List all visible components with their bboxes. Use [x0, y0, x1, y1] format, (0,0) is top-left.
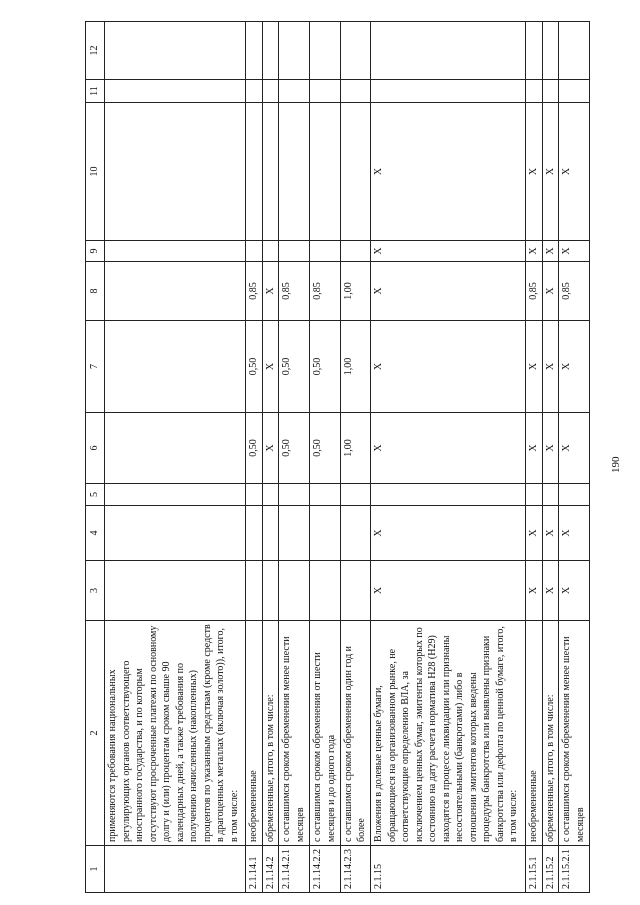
value-cell-9 — [105, 241, 246, 262]
value-cell-8: 0,85 — [559, 262, 590, 321]
col-header-6: 6 — [86, 413, 105, 484]
value-cell-6: 1,00 — [340, 413, 371, 484]
value-cell-10: X — [525, 103, 542, 241]
value-cell-8: X — [371, 262, 526, 321]
value-cell-3: X — [542, 561, 559, 621]
row-description-cell: необремененные — [245, 621, 262, 846]
row-description-cell: обремененные, итого, в том числе: — [542, 621, 559, 846]
value-cell-5 — [105, 484, 246, 506]
value-cell-11 — [559, 80, 590, 103]
value-cell-10 — [262, 103, 279, 241]
table-row — [310, 22, 341, 893]
value-cell-4: X — [525, 506, 542, 561]
value-cell-5 — [279, 484, 310, 506]
value-cell-8 — [105, 262, 246, 321]
value-cell-9: X — [542, 241, 559, 262]
col-header-5: 5 — [86, 484, 105, 506]
value-cell-10 — [105, 103, 246, 241]
value-cell-6: 0,50 — [245, 413, 262, 484]
value-cell-11 — [542, 80, 559, 103]
value-cell-8: 0,85 — [245, 262, 262, 321]
value-cell-12 — [310, 22, 341, 80]
value-cell-6: X — [559, 413, 590, 484]
value-cell-4 — [245, 506, 262, 561]
row-description-cell: с оставшимся сроком обременения менее шести месяцев — [559, 621, 590, 846]
row-code-cell: 2.1.15.2 — [542, 846, 559, 893]
rotation-frame — [85, 22, 640, 893]
value-cell-7: 0,50 — [279, 321, 310, 413]
value-cell-6: X — [262, 413, 279, 484]
table-row — [542, 22, 559, 893]
value-cell-7: X — [371, 321, 526, 413]
value-cell-7: 1,00 — [340, 321, 371, 413]
value-cell-7: 0,50 — [310, 321, 341, 413]
value-cell-10: X — [559, 103, 590, 241]
value-cell-4: X — [559, 506, 590, 561]
value-cell-12 — [542, 22, 559, 80]
table-row — [340, 22, 371, 893]
col-header-1: 1 — [86, 846, 105, 893]
value-cell-10 — [310, 103, 341, 241]
value-cell-9: X — [525, 241, 542, 262]
value-cell-3 — [310, 561, 341, 621]
value-cell-9: X — [559, 241, 590, 262]
column-number-row — [86, 22, 105, 893]
value-cell-9 — [262, 241, 279, 262]
row-code-cell: 2.1.14.2 — [262, 846, 279, 893]
col-header-8: 8 — [86, 262, 105, 321]
value-cell-4: X — [371, 506, 526, 561]
value-cell-8: 0,85 — [310, 262, 341, 321]
value-cell-7: X — [559, 321, 590, 413]
value-cell-6: X — [542, 413, 559, 484]
value-cell-8: 1,00 — [340, 262, 371, 321]
value-cell-11 — [340, 80, 371, 103]
value-cell-10: X — [542, 103, 559, 241]
rotated-page — [85, 22, 640, 893]
col-header-3: 3 — [86, 561, 105, 621]
value-cell-4 — [262, 506, 279, 561]
value-cell-12 — [245, 22, 262, 80]
value-cell-3: X — [371, 561, 526, 621]
table-body — [105, 22, 590, 893]
col-header-2: 2 — [86, 621, 105, 846]
value-cell-6: 0,50 — [310, 413, 341, 484]
row-code-cell: 2.1.14.2.1 — [279, 846, 310, 893]
col-header-10: 10 — [86, 103, 105, 241]
value-cell-4 — [105, 506, 246, 561]
row-description-cell: применяются требования национальных регулирующих органов соответствующего иностранного государства, и по которым отсутствуют просроченные платежи по основному долгу и (или) процентам сроком свыше 90 календарных дней, а также требования по получению начисленных (накопленных) процентов по указанным средствам (кроме средств в драгоценных металлах (включая золото)), итого, в том числе: — [105, 621, 246, 846]
value-cell-6: 0,50 — [279, 413, 310, 484]
data-table — [85, 21, 590, 893]
value-cell-6: X — [525, 413, 542, 484]
row-description-cell: с оставшимся сроком обременения от шести месяцев и до одного года — [310, 621, 341, 846]
value-cell-4 — [340, 506, 371, 561]
value-cell-11 — [525, 80, 542, 103]
table-row — [371, 22, 526, 893]
row-code-cell: 2.1.14.2.2 — [310, 846, 341, 893]
col-header-12: 12 — [86, 22, 105, 80]
row-code-cell: 2.1.15.1 — [525, 846, 542, 893]
row-description-cell: с оставшимся сроком обременения менее шести месяцев — [279, 621, 310, 846]
value-cell-8: 0,85 — [525, 262, 542, 321]
value-cell-5 — [245, 484, 262, 506]
value-cell-10 — [340, 103, 371, 241]
value-cell-5 — [371, 484, 526, 506]
value-cell-12 — [340, 22, 371, 80]
row-description-cell: обремененные, итого, в том числе: — [262, 621, 279, 846]
value-cell-9 — [310, 241, 341, 262]
value-cell-3: X — [559, 561, 590, 621]
value-cell-11 — [105, 80, 246, 103]
row-code-cell: 2.1.14.1 — [245, 846, 262, 893]
table-row — [525, 22, 542, 893]
value-cell-9 — [279, 241, 310, 262]
value-cell-11 — [371, 80, 526, 103]
value-cell-9 — [340, 241, 371, 262]
col-header-9: 9 — [86, 241, 105, 262]
table-row — [559, 22, 590, 893]
value-cell-5 — [542, 484, 559, 506]
value-cell-12 — [105, 22, 246, 80]
table-row — [105, 22, 246, 893]
table-row — [245, 22, 262, 893]
value-cell-12 — [559, 22, 590, 80]
value-cell-5 — [262, 484, 279, 506]
value-cell-4 — [310, 506, 341, 561]
value-cell-7: X — [525, 321, 542, 413]
value-cell-12 — [262, 22, 279, 80]
value-cell-7: X — [542, 321, 559, 413]
value-cell-3 — [105, 561, 246, 621]
value-cell-10 — [245, 103, 262, 241]
value-cell-11 — [262, 80, 279, 103]
table-row — [262, 22, 279, 893]
value-cell-12 — [279, 22, 310, 80]
value-cell-5 — [525, 484, 542, 506]
value-cell-5 — [559, 484, 590, 506]
row-description-cell: Вложения в долевые ценные бумаги, обращающиеся на организованном рынке, не соответствующие определению ВЛА, за исключением ценных бумаг, эмитенты которых по состоянию на дату расчета норматива Н28 (Н29) находятся в процессе ликвидации или признаны несостоятельными (банкротами) либо в отношении эмитентов которых введены процедуры банкротства или выявлены признаки банкротства или дефолта по ценной бумаге, итого, в том числе: — [371, 621, 526, 846]
value-cell-6 — [105, 413, 246, 484]
value-cell-3 — [340, 561, 371, 621]
row-code-cell: 2.1.14.2.3 — [340, 846, 371, 893]
value-cell-3 — [279, 561, 310, 621]
col-header-4: 4 — [86, 506, 105, 561]
value-cell-9 — [245, 241, 262, 262]
row-description-cell: с оставшимся сроком обременения один год и более — [340, 621, 371, 846]
value-cell-4 — [279, 506, 310, 561]
value-cell-8: X — [262, 262, 279, 321]
value-cell-3 — [262, 561, 279, 621]
value-cell-10: X — [371, 103, 526, 241]
value-cell-10 — [279, 103, 310, 241]
page-number: 190 — [610, 456, 622, 473]
value-cell-11 — [245, 80, 262, 103]
value-cell-7 — [105, 321, 246, 413]
value-cell-4: X — [542, 506, 559, 561]
value-cell-7: X — [262, 321, 279, 413]
value-cell-12 — [525, 22, 542, 80]
value-cell-5 — [310, 484, 341, 506]
value-cell-8: 0,85 — [279, 262, 310, 321]
value-cell-12 — [371, 22, 526, 80]
value-cell-6: X — [371, 413, 526, 484]
value-cell-8: X — [542, 262, 559, 321]
row-code-cell — [105, 846, 246, 893]
value-cell-3: X — [525, 561, 542, 621]
col-header-11: 11 — [86, 80, 105, 103]
value-cell-3 — [245, 561, 262, 621]
table-row — [279, 22, 310, 893]
value-cell-7: 0,50 — [245, 321, 262, 413]
col-header-7: 7 — [86, 321, 105, 413]
value-cell-11 — [310, 80, 341, 103]
row-code-cell: 2.1.15 — [371, 846, 526, 893]
row-code-cell: 2.1.15.2.1 — [559, 846, 590, 893]
value-cell-5 — [340, 484, 371, 506]
value-cell-11 — [279, 80, 310, 103]
row-description-cell: необремененные — [525, 621, 542, 846]
value-cell-9: X — [371, 241, 526, 262]
